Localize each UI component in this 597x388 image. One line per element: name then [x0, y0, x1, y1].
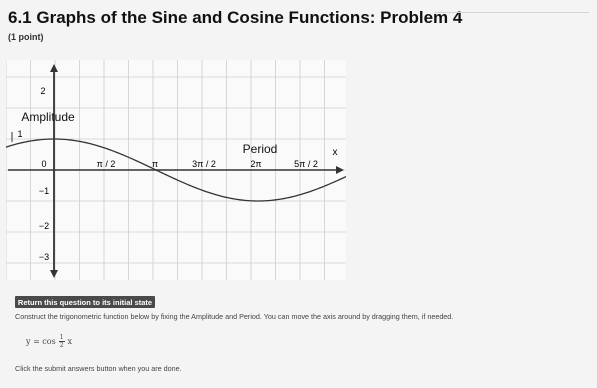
y-tick-1: 1 [17, 129, 23, 139]
y-tick-neg2: −2 [38, 221, 50, 231]
y-axis-arrow-up [50, 64, 58, 72]
equation-numerator: 1 [59, 334, 64, 341]
x-axis-label: x [332, 147, 338, 158]
x-tick-5pi-over-2: 5π / 2 [294, 159, 318, 169]
y-axis-arrow-down [50, 270, 58, 278]
x-tick-pi-over-2: π / 2 [96, 159, 116, 169]
x-axis-arrow [336, 166, 344, 174]
reset-question-button[interactable]: Return this question to its initial state [15, 296, 155, 308]
points-label: (1 point) [8, 32, 44, 42]
y-tick-neg3: −3 [38, 252, 50, 262]
y-tick-neg1: −1 [38, 186, 50, 196]
problem-header [8, 8, 589, 42]
equation-variable: x [67, 337, 73, 346]
equation-lhs: y = cos [26, 337, 56, 346]
cosine-graph[interactable] [6, 60, 346, 280]
equation-fraction [59, 334, 65, 349]
amplitude-handle[interactable]: Amplitude [21, 110, 75, 124]
y-tick-2: 2 [40, 86, 46, 96]
page-title: 6.1 Graphs of the Sine and Cosine Functions: Problem 4 [8, 8, 463, 27]
graph-panel[interactable] [6, 60, 346, 280]
y-tick-0: 0 [41, 159, 47, 169]
title-divider [434, 12, 589, 13]
x-tick-3pi-over-2: 3π / 2 [192, 159, 216, 169]
x-tick-2pi: 2π [250, 159, 262, 169]
instructions-text: Construct the trigonometric function below by fixing the Amplitude and Period. You can move the axis around by dragging them, if needed. [15, 312, 454, 321]
period-handle[interactable]: Period [242, 142, 278, 156]
x-tick-pi: π [151, 159, 159, 169]
equation-denominator: 2 [59, 342, 64, 349]
target-equation [26, 334, 72, 349]
submit-instruction: Click the submit answers button when you are done. [15, 364, 182, 373]
